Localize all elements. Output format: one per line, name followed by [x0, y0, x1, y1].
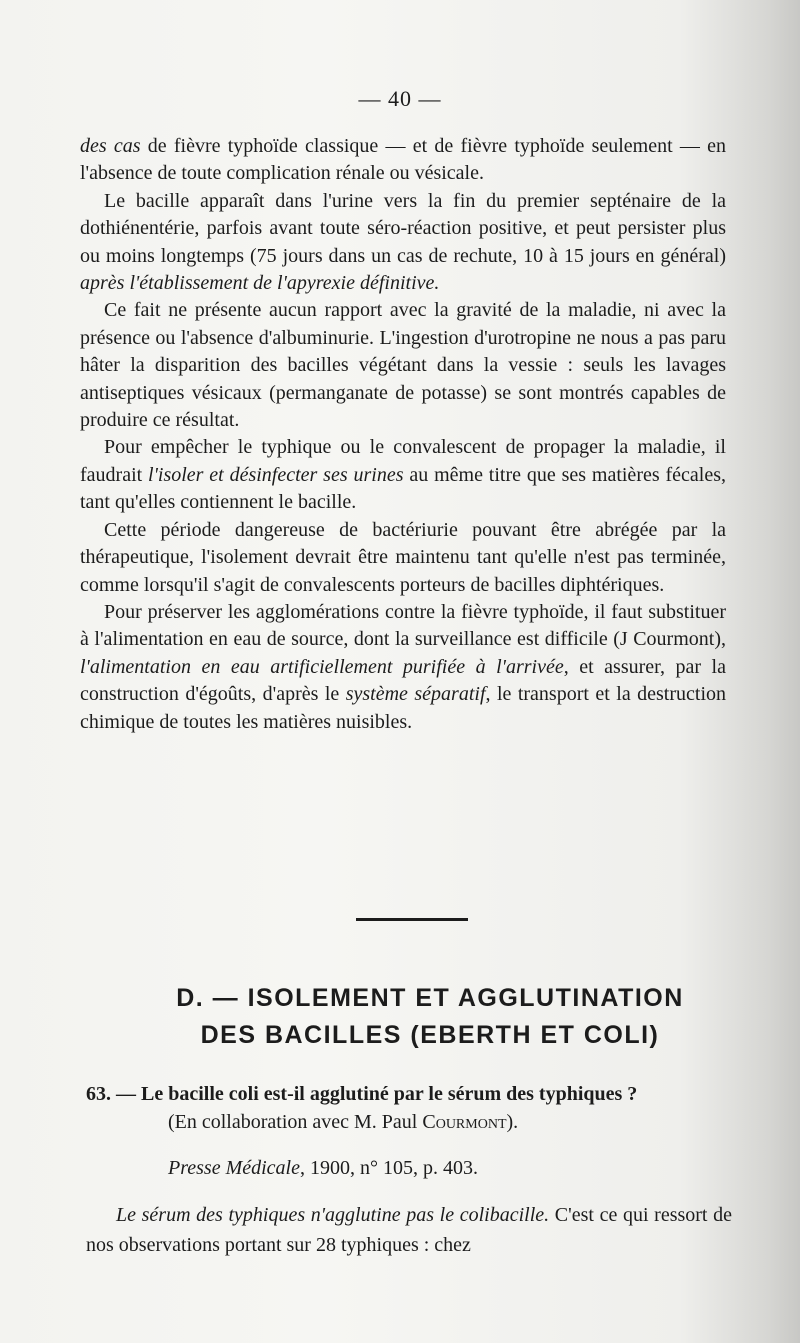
paragraph-text: Pour empêcher le typhique ou le convalescent de propager la maladie, il faudrait	[80, 436, 726, 486]
entry-citation	[86, 1154, 736, 1182]
paragraph-5: Cette période dangereuse de bactériurie pouvant être abrégée par la thérapeutique, l'isolement devrait être maintenu tant qu'elle n'est pas terminée, comme lorsqu'il s'agit de convalescents porteurs de bacilles diphtériques.	[80, 518, 726, 596]
paragraph-4	[80, 434, 726, 516]
paragraph-text: Pour préserver les agglomérations contre la fièvre typhoïde, il faut substituer à l'alimentation en eau de source, dont la surveillance est difficile (J Courmont),	[80, 600, 726, 651]
italic-phrase: Le sérum des typhiques n'agglutine pas le colibacille.	[116, 1204, 550, 1226]
citation-details: , 1900, n° 105, p. 403.	[299, 1157, 478, 1179]
italic-phrase: des cas	[80, 135, 141, 157]
collab-suffix: ).	[506, 1111, 519, 1133]
collab-prefix: (En collaboration avec M. Paul	[168, 1111, 423, 1133]
italic-phrase: après l'établissement de l'apyrexie définitive.	[80, 272, 440, 295]
italic-phrase: système séparatif	[345, 683, 486, 706]
section-heading	[100, 980, 760, 1054]
page-number: — 40 —	[358, 86, 442, 111]
italic-phrase: l'alimentation en eau artificiellement purifiée à l'arrivée	[80, 655, 564, 678]
journal-name: Presse Médicale	[168, 1157, 300, 1179]
paragraph-text: au même titre que ses matières fécales, tant qu'elles contiennent le bacille.	[80, 463, 726, 514]
entry-collaboration	[86, 1108, 736, 1136]
italic-phrase: l'isoler et désinfecter ses urines	[148, 463, 404, 486]
paragraph-1	[80, 133, 726, 188]
section-divider	[356, 918, 468, 921]
paragraph-text: C'est ce qui ressort de nos observations portant sur 28 typhiques : chez	[86, 1204, 733, 1256]
bibliography-entry	[86, 1080, 736, 1182]
body-text	[80, 133, 726, 736]
paragraph-2	[80, 188, 726, 298]
paragraph-text: Le bacille apparaît dans l'urine vers la fin du premier septénaire de la dothiénentérie, parfois avant toute séro-réaction positive, et peut persister plus ou moins longtemps (75 jours dans un cas de rechute, 10 à 15 jours en général)	[80, 189, 726, 267]
paragraph-6	[80, 599, 726, 736]
section-heading-line-1: D. — ISOLEMENT ET AGGLUTINATION	[176, 984, 684, 1012]
collab-name: Courmont	[422, 1111, 507, 1133]
section-heading-line-2: DES BACILLES (EBERTH ET COLI)	[200, 1021, 660, 1049]
paragraph-text: de fièvre typhoïde classique — et de fièvre typhoïde seulement — en l'absence de toute complication rénale ou vésicale.	[80, 135, 727, 185]
closing-paragraph	[86, 1200, 732, 1260]
paragraph-text: , le transport et la destruction chimique de toutes les matières nuisibles.	[80, 683, 727, 733]
paragraph-3: Ce fait ne présente aucun rapport avec la gravité de la maladie, ni avec la présence ou l'absence d'albuminurie. L'ingestion d'urotropine ne nous a pas paru hâter la disparition des bacilles végétant dans la vessie : seuls les lavages antiseptiques vésicaux (permanganate de potasse) se sont montrés capables de produire ce résultat.	[80, 299, 726, 432]
paragraph-text: , et assurer, par la construction d'égoûts, d'après le	[80, 655, 726, 706]
entry-heading: 63. — Le bacille coli est-il agglutiné par le sérum des typhiques ?	[86, 1083, 638, 1105]
